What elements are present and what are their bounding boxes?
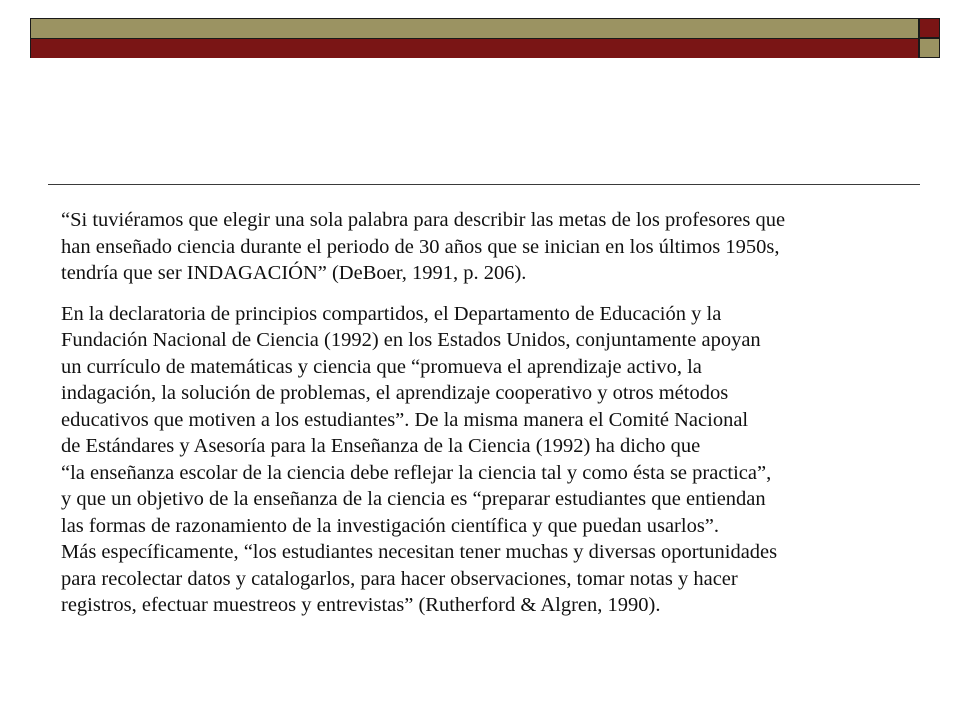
body-line: Fundación Nacional de Ciencia (1992) en los Estados Unidos, conjuntamente apoyan [61,329,761,351]
body-line: Más específicamente, “los estudiantes necesitan tener muchas y diversas oportunidades [61,541,778,563]
body-line: de Estándares y Asesoría para la Enseñanza de la Ciencia (1992) ha dicho que [61,435,701,457]
header-bar-maroon-stripe [31,39,918,58]
quote-line: “Si tuviéramos que elegir una sola palabra para describir las metas de los profesores que [61,209,786,231]
body-paragraph [61,301,921,619]
corner-square-olive [919,38,940,58]
body-line: y que un objetivo de la enseñanza de la ciencia es “preparar estudiantes que entiendan [61,488,766,510]
body-line: indagación, la solución de problemas, el aprendizaje cooperativo y otros métodos [61,382,729,404]
quote-line: tendría que ser INDAGACIÓN” (DeBoer, 1991, p. 206). [61,262,527,284]
body-line: registros, efectuar muestreos y entrevistas” (Rutherford & Algren, 1990). [61,594,661,616]
body-line: “la enseñanza escolar de la ciencia debe reflejar la ciencia tal y como ésta se practica”, [61,461,772,484]
slide-body [61,207,921,619]
quote-line: han enseñado ciencia durante el periodo de 30 años que se inician en los últimos 1950s, [61,235,780,258]
body-line: para recolectar datos y catalogarlos, para hacer observaciones, tomar notas y hacer [61,567,738,590]
header-bar [30,18,919,58]
corner-square-maroon [919,18,940,38]
body-line: educativos que motiven a los estudiantes”. De la misma manera el Comité Nacional [61,408,749,431]
title-divider-line [48,184,920,185]
body-line: En la declaratoria de principios compartidos, el Departamento de Educación y la [61,302,722,325]
body-line: un currículo de matemáticas y ciencia que “promueva el aprendizaje activo, la [61,355,702,378]
quote-paragraph [61,207,921,287]
header-bar-olive-stripe [31,19,918,39]
body-line: las formas de razonamiento de la investigación científica y que puedan usarlos”. [61,514,720,537]
